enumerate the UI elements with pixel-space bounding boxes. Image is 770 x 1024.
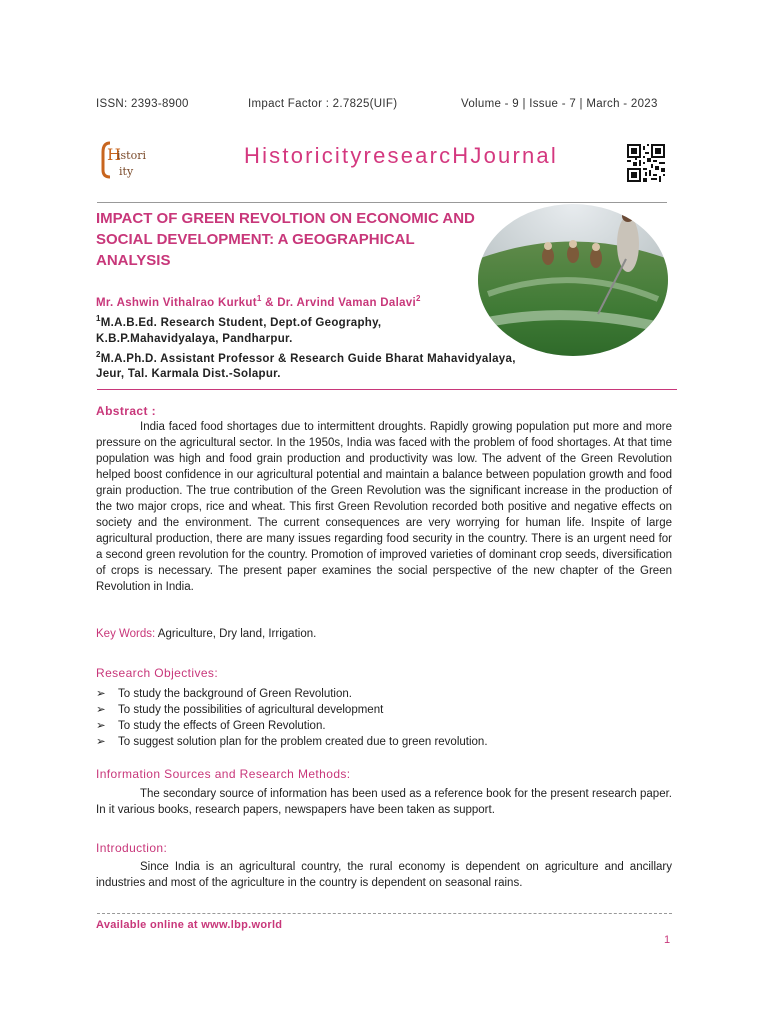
objective-item: [96, 734, 488, 748]
bullet-arrow-icon: ➢: [96, 688, 106, 700]
journal-logo: [100, 140, 152, 180]
paper-title: IMPACT OF GREEN REVOLTION ON ECONOMIC AND SOCIAL DEVELOPMENT: A GEOGRAPHICAL ANALYSIS: [96, 210, 475, 269]
abstract-text: India faced food shortages due to intermittent droughts. Rapidly growing population put more and more pressure on the agricultural sector. In the 1950s, India was faced with the problem of food shortages. At that time population was high and food grain production and productivity was low. The advent of the Green Revolution helped boost confidence in our agricultural potential and maintain a balance between population growth and food grain production. The true contribution of the Green Revolution was the significant increase in the production of the two major crops, rice and wheat. This first Green Revolution recorded both positive and negative effects on society and the environment. The current consequences are very worrying for human life. Inspite of large agricultural production, there are many issues regarding food security in the country. There is an urgent need for a second green revolution for the country. Promotion of improved varieties of dominant crop seeds, diversification of crops is necessary. The present paper examines the social perspective of the new chapter of the Green Revolution in India.: [96, 421, 672, 593]
sources-heading: Information Sources and Research Methods:: [96, 767, 351, 781]
impact-factor: Impact Factor : 2.7825(UIF): [248, 98, 398, 110]
aff-1-text: M.A.B.Ed. Research Student, Dept.of Geography,: [100, 316, 382, 329]
issn: ISSN: 2393-8900: [96, 98, 189, 110]
author-1-sup: 1: [256, 294, 262, 303]
header-divider: [97, 202, 667, 203]
author-2-sup: 2: [415, 294, 421, 303]
aff-1-sup: 1: [96, 314, 101, 323]
authors-line: [96, 294, 421, 309]
page-number: 1: [664, 934, 671, 946]
bullet-arrow-icon: ➢: [96, 720, 106, 732]
section-divider: [97, 389, 677, 390]
volume-issue: Volume - 9 | Issue - 7 | March - 2023: [461, 98, 658, 110]
available-online: Available online at www.lbp.world: [96, 919, 283, 931]
logo-h: H: [107, 145, 121, 164]
objective-text: To study the possibilities of agricultural development: [118, 704, 384, 716]
sources-text: The secondary source of information has been used as a reference book for the present research paper. In it various books, research papers, newspapers have been taken as support.: [96, 788, 672, 816]
abstract-heading: Abstract :: [96, 404, 157, 418]
qr-code-icon: [627, 144, 665, 182]
author-1: Mr. Ashwin Vithalrao Kurkut: [96, 296, 257, 309]
field-photo: [478, 204, 668, 356]
keywords-text: Agriculture, Dry land, Irrigation.: [155, 628, 317, 640]
affiliation-1-cont: K.B.P.Mahavidyalaya, Pandharpur.: [96, 333, 293, 345]
objective-text: To suggest solution plan for the problem created due to green revolution.: [118, 736, 488, 748]
objective-item: [96, 702, 383, 716]
keywords: [96, 628, 316, 640]
objective-item: [96, 686, 352, 700]
objective-text: To study the background of Green Revolution.: [118, 688, 352, 700]
footer-divider: [97, 913, 672, 914]
logo-line1: istori: [117, 149, 146, 162]
author-sep: &: [261, 296, 278, 309]
aff-2-text: M.A.Ph.D. Assistant Professor & Research Guide Bharat Mahavidyalaya,: [100, 352, 516, 365]
bullet-arrow-icon: ➢: [96, 704, 106, 716]
aff-2-sup: 2: [96, 350, 101, 359]
bullet-arrow-icon: ➢: [96, 736, 106, 748]
affiliation-2: [96, 350, 516, 365]
objective-text: To study the effects of Green Revolution.: [118, 720, 326, 732]
introduction-heading: Introduction:: [96, 841, 168, 855]
objectives-heading: Research Objectives:: [96, 666, 219, 680]
journal-title: HistoricityresearcHJournal: [244, 143, 558, 168]
objective-item: [96, 718, 326, 732]
author-2: Dr. Arvind Vaman Dalavi: [277, 296, 416, 309]
affiliation-1: [96, 314, 381, 329]
affiliation-2-cont: Jeur, Tal. Karmala Dist.-Solapur.: [96, 368, 281, 380]
introduction-text: Since India is an agricultural country, the rural economy is dependent on agriculture and ancillary industries and most of the agriculture in the country is dependent on seasonal rains.: [96, 861, 672, 889]
keywords-label: Key Words:: [96, 628, 156, 640]
logo-line2: ity: [119, 165, 134, 178]
